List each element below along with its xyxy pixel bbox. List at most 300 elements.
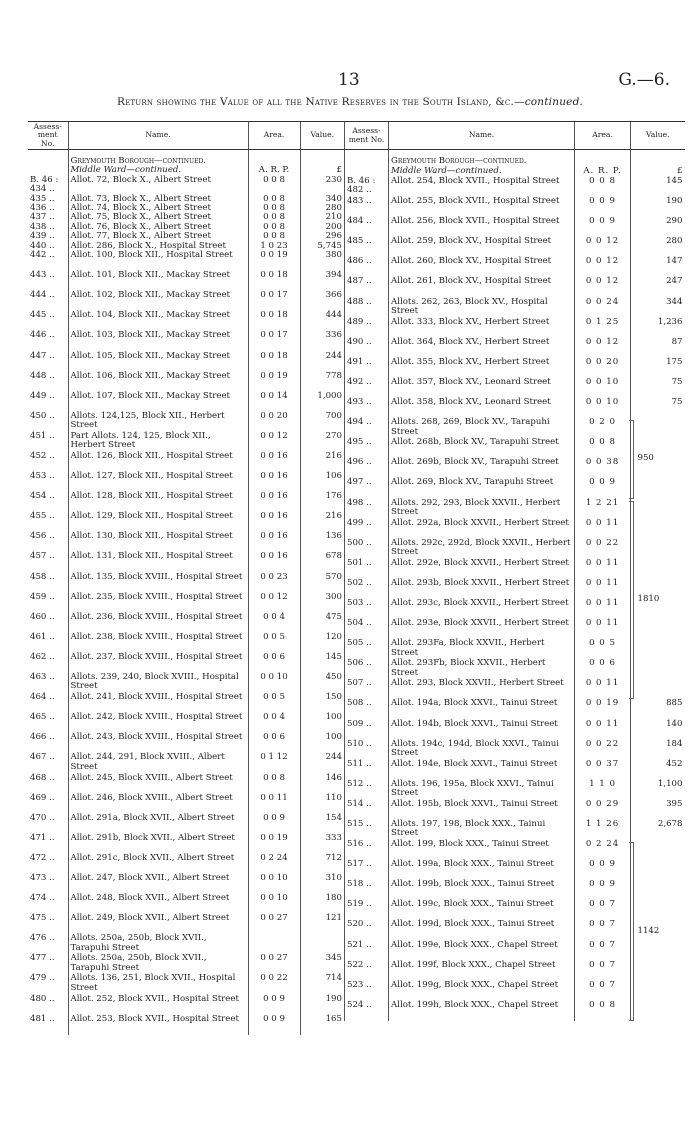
assessment-no: 485 .. — [345, 237, 389, 257]
area: 0 0 37 — [575, 760, 631, 780]
assessment-no: 509 .. — [345, 720, 389, 740]
table-row — [28, 176, 344, 195]
assessment-no: 484 .. — [345, 217, 389, 237]
table-row — [345, 961, 685, 981]
area: 0 0 8 — [248, 204, 300, 213]
table-row — [345, 237, 685, 257]
assessment-no: 507 .. — [345, 679, 389, 699]
area: 0 0 27 — [248, 914, 300, 934]
reserve-name: Allot. 107, Block XII., Mackay Street — [68, 392, 248, 412]
reserve-name: Allots. 250a, 250b, Block XVII., Tarapuhi Street — [68, 954, 248, 974]
table-row — [28, 492, 344, 512]
area: 1 2 21 — [575, 499, 631, 519]
reserve-name: Allot. 72, Block X., Albert Street — [68, 176, 248, 195]
table-row — [28, 774, 344, 794]
assessment-no: 486 .. — [345, 257, 389, 277]
assessment-no: 446 .. — [30, 330, 55, 341]
table-row — [28, 874, 344, 894]
reserve-name: Allot. 199a, Block XXX., Tainui Street — [389, 860, 575, 880]
area — [248, 934, 300, 954]
reserve-name: Allot. 131, Block XII., Hospital Street — [68, 552, 248, 572]
reserve-name: Allot. 243, Block XVIII., Hospital Street — [68, 733, 248, 753]
assessment-no: 473 .. — [30, 872, 55, 883]
table-row — [345, 418, 685, 438]
reserve-name: Allot. 245, Block XVIII., Albert Street — [68, 774, 248, 794]
value: 87 — [631, 338, 685, 358]
reserve-name: Allot. 253, Block XVII., Hospital Street — [68, 1015, 248, 1035]
reserve-name: Allot. 286, Block X., Hospital Street — [68, 242, 248, 251]
area: 0 0 10 — [248, 874, 300, 894]
table-row — [28, 653, 344, 673]
reserve-name: Allot. 247, Block XVII., Albert Street — [68, 874, 248, 894]
area: 0 0 7 — [575, 920, 631, 940]
table-row — [28, 914, 344, 934]
value: 395 — [631, 800, 685, 820]
table-row — [345, 358, 685, 378]
value: 100 — [300, 713, 344, 733]
reserve-name: Allot. 235, Block XVIII., Hospital Street — [68, 593, 248, 613]
reserve-name: Allot. 130, Block XII., Hospital Street — [68, 532, 248, 552]
area: 0 0 11 — [248, 794, 300, 814]
area: 0 0 8 — [248, 213, 300, 222]
area: 0 0 20 — [248, 412, 300, 432]
reserve-name: Allot. 259, Block XV., Hospital Street — [389, 237, 575, 257]
area: 0 0 16 — [248, 492, 300, 512]
area: 1 1 0 — [575, 780, 631, 800]
reserve-name: Allot. 291b, Block XVII., Albert Street — [68, 834, 248, 854]
value: 280 — [300, 204, 344, 213]
area: 0 0 8 — [248, 223, 300, 232]
area: 0 0 19 — [248, 372, 300, 392]
area: 0 0 5 — [575, 639, 631, 659]
reserve-name: Allots. 194c, 194d, Block XXVI., Tainui Street — [389, 740, 575, 760]
assessment-no: 511 .. — [345, 760, 389, 780]
table-row — [345, 860, 685, 880]
table-row — [345, 559, 685, 579]
area: 0 0 11 — [575, 579, 631, 599]
reserve-name: Allot. 77, Block X., Albert Street — [68, 232, 248, 241]
value: 380 — [300, 251, 344, 271]
table-row — [345, 338, 685, 358]
assessment-no: B. 46 : 482 .. — [345, 177, 389, 197]
col-header-value: Value. — [300, 122, 344, 150]
assessment-no: 501 .. — [345, 559, 389, 579]
reserve-name: Allot. 333, Block XV., Herbert Street — [389, 318, 575, 338]
area: 0 2 0 — [575, 418, 631, 438]
reserve-name: Allot. 293, Block XXVII., Herbert Street — [389, 679, 575, 699]
value: 1,100 — [631, 780, 685, 800]
value: 300 — [300, 593, 344, 613]
value: 121 — [300, 914, 344, 934]
area: 0 2 24 — [248, 854, 300, 874]
area: 0 0 6 — [575, 659, 631, 679]
reserve-name: Allot. 255, Block XVII., Hospital Street — [389, 197, 575, 217]
area: 0 0 9 — [248, 814, 300, 834]
assessment-no: 493 .. — [345, 398, 389, 418]
area: 0 0 19 — [248, 251, 300, 271]
table-row — [28, 432, 344, 452]
table-row — [345, 639, 685, 659]
reserve-name: Allots. 268, 269, Block XV., Tarapuhi Street — [389, 418, 575, 438]
reserve-name: Allot. 105, Block XII., Mackay Street — [68, 352, 248, 372]
area: 0 0 12 — [575, 338, 631, 358]
table-row — [28, 593, 344, 613]
area: 1 1 26 — [575, 820, 631, 840]
area: 0 0 12 — [575, 237, 631, 257]
table-row — [345, 217, 685, 237]
assessment-no: 437 .. — [30, 212, 55, 223]
reserve-name: Allot. 244, 291, Block XVIII., Albert Street — [68, 753, 248, 773]
assessment-no: 442 .. — [30, 250, 55, 261]
value: 75 — [631, 378, 685, 398]
assessment-no: 467 .. — [30, 752, 55, 763]
area: 0 0 8 — [575, 1001, 631, 1021]
table-row — [28, 733, 344, 753]
value: 366 — [300, 291, 344, 311]
assessment-no: 498 .. — [345, 499, 389, 519]
table-row — [28, 1015, 344, 1035]
reserve-name: Allot. 364, Block XV., Herbert Street — [389, 338, 575, 358]
value: 450 — [300, 673, 344, 693]
reserve-name: Allot. 291a, Block XVII., Albert Street — [68, 814, 248, 834]
assessment-no: 471 .. — [30, 832, 55, 843]
reserve-name: Allot. 293Fa, Block XXVII., Herbert Street — [389, 639, 575, 659]
assessment-no: 461 .. — [30, 631, 55, 642]
value: 140 — [631, 720, 685, 740]
table-row — [345, 458, 685, 478]
title-main: Return showing the Value of all the Native Reserves in the South Island, &c.— — [116, 96, 525, 108]
table-row — [28, 552, 344, 572]
table-row — [345, 820, 685, 840]
reserve-name: Allot. 236, Block XVIII., Hospital Street — [68, 613, 248, 633]
table-row — [28, 472, 344, 492]
value: 106 — [300, 472, 344, 492]
value — [631, 539, 685, 559]
value: 180 — [300, 894, 344, 914]
reserve-name: Allot. 242, Block XVIII., Hospital Street — [68, 713, 248, 733]
assessment-no: 502 .. — [345, 579, 389, 599]
reserve-name: Allots. 239, 240, Block XVIII., Hospital Street — [68, 673, 248, 693]
reserve-name: Allot. 291c, Block XVII., Albert Street — [68, 854, 248, 874]
assessment-no: 466 .. — [30, 732, 55, 743]
title-continued: continued. — [524, 96, 584, 108]
assessment-no: 512 .. — [345, 780, 389, 800]
table-row — [345, 659, 685, 679]
table-row — [28, 673, 344, 693]
reserve-name: Allot. 74, Block X., Albert Street — [68, 204, 248, 213]
area: 0 0 9 — [575, 197, 631, 217]
area: 0 0 12 — [248, 593, 300, 613]
value: 210 — [300, 213, 344, 222]
value: 296 — [300, 232, 344, 241]
reserve-name: Allot. 199g, Block XXX., Chapel Street — [389, 981, 575, 1001]
value — [631, 679, 685, 699]
reserve-name: Allots. 196, 195a, Block XXVI., Tainui Street — [389, 780, 575, 800]
table-row — [28, 331, 344, 351]
area: 0 0 17 — [248, 291, 300, 311]
area: 0 0 5 — [248, 633, 300, 653]
area: 0 0 16 — [248, 472, 300, 492]
table-row — [28, 633, 344, 653]
value: 147 — [631, 257, 685, 277]
table-row — [345, 519, 685, 539]
assessment-no: 505 .. — [345, 639, 389, 659]
table-row — [345, 398, 685, 418]
reserve-name: Allot. 357, Block XV., Leonard Street — [389, 378, 575, 398]
reserve-name: Allot. 199f, Block XXX., Chapel Street — [389, 961, 575, 981]
assessment-no: 448 .. — [30, 370, 55, 381]
value: 700 — [300, 412, 344, 432]
assessment-no: 524 .. — [345, 1001, 389, 1021]
reserve-name: Allot. 100, Block XII., Hospital Street — [68, 251, 248, 271]
area: 0 0 18 — [248, 271, 300, 291]
reserve-name: Allot. 101, Block XII., Mackay Street — [68, 271, 248, 291]
assessment-no: 453 .. — [30, 471, 55, 482]
value: 154 — [300, 814, 344, 834]
reserve-name: Allot. 292a, Block XXVII., Herbert Street — [389, 519, 575, 539]
section-ward-right: Middle Ward—continued. — [389, 167, 575, 177]
reserve-name: Allot. 194b, Block XXVI., Tainui Street — [389, 720, 575, 740]
assessment-no: 469 .. — [30, 792, 55, 803]
reserve-name: Allot. 241, Block XVIII., Hospital Street — [68, 693, 248, 713]
assessment-no: 499 .. — [345, 519, 389, 539]
area: 0 0 12 — [248, 432, 300, 452]
reserve-name: Allot. 199d, Block XXX., Tainui Street — [389, 920, 575, 940]
value — [631, 639, 685, 659]
table-row — [28, 894, 344, 914]
reserve-name: Allot. 194a, Block XXVI., Tainui Street — [389, 699, 575, 719]
value: 230 — [300, 176, 344, 195]
value: 280 — [631, 237, 685, 257]
assessment-no: 459 .. — [30, 591, 55, 602]
value: 712 — [300, 854, 344, 874]
value: 184 — [631, 740, 685, 760]
tarapuhi-group-value: 950 — [637, 453, 654, 464]
table-row — [345, 257, 685, 277]
table-row — [345, 720, 685, 740]
table-row — [345, 619, 685, 639]
value: 190 — [631, 197, 685, 217]
assessment-no: 488 .. — [345, 298, 389, 318]
reserve-name: Allot. 199h, Block XXX., Chapel Street — [389, 1001, 575, 1021]
table-row — [345, 298, 685, 318]
value — [631, 659, 685, 679]
table-row — [28, 251, 344, 271]
area: 0 0 7 — [575, 900, 631, 920]
value: 110 — [300, 794, 344, 814]
area: 0 0 8 — [248, 774, 300, 794]
area: 0 0 5 — [248, 693, 300, 713]
tainui-group-bracket — [629, 842, 634, 1021]
area: 0 0 11 — [575, 720, 631, 740]
table-row — [345, 197, 685, 217]
assessment-no: 489 .. — [345, 318, 389, 338]
table-row — [28, 995, 344, 1015]
assessment-no: 468 .. — [30, 772, 55, 783]
reserve-name: Allot. 249, Block XVII., Albert Street — [68, 914, 248, 934]
value: 394 — [300, 271, 344, 291]
value: 310 — [300, 874, 344, 894]
value — [631, 478, 685, 498]
table-row — [345, 378, 685, 398]
reserve-name: Allot. 76, Block X., Albert Street — [68, 223, 248, 232]
value: 176 — [300, 492, 344, 512]
value — [631, 1001, 685, 1021]
assessment-no: 479 .. — [30, 973, 55, 984]
reserve-name: Allot. 127, Block XII., Hospital Street — [68, 472, 248, 492]
table-row — [345, 599, 685, 619]
assessment-no: 464 .. — [30, 692, 55, 703]
value — [631, 840, 685, 860]
value: 200 — [300, 223, 344, 232]
assessment-no: 455 .. — [30, 511, 55, 522]
value: 344 — [631, 298, 685, 318]
area: 0 0 27 — [248, 954, 300, 974]
table-row — [28, 954, 344, 974]
area: 0 0 16 — [248, 452, 300, 472]
section-borough-right: Greymouth Borough—continued. — [389, 150, 575, 168]
table-row — [345, 539, 685, 559]
table-row — [345, 740, 685, 760]
reserve-name: Allot. 268b, Block XV., Tarapuhi Street — [389, 438, 575, 458]
area: 0 0 10 — [575, 378, 631, 398]
area: 0 0 24 — [575, 298, 631, 318]
reserve-name: Allot. 293e, Block XXVII., Herbert Street — [389, 619, 575, 639]
assessment-no: 451 .. — [30, 430, 55, 441]
value: 5,745 — [300, 242, 344, 251]
area: 0 0 11 — [575, 619, 631, 639]
area: 1 0 23 — [248, 242, 300, 251]
value — [631, 559, 685, 579]
value — [631, 900, 685, 920]
value: 336 — [300, 331, 344, 351]
page-reference: G.—6. — [618, 70, 670, 90]
reserve-name: Allot. 254, Block XVII., Hospital Street — [389, 177, 575, 197]
assessment-no: 439 .. — [30, 231, 55, 242]
table-row — [345, 499, 685, 519]
area: 0 2 24 — [575, 840, 631, 860]
reserve-name: Allot. 293c, Block XXVII., Herbert Street — [389, 599, 575, 619]
assessment-no: 460 .. — [30, 611, 55, 622]
area: 0 0 6 — [248, 733, 300, 753]
assessment-no: 456 .. — [30, 531, 55, 542]
area: 0 0 7 — [575, 981, 631, 1001]
table-row — [345, 880, 685, 900]
table-row — [28, 452, 344, 472]
area: 0 0 4 — [248, 713, 300, 733]
area: 0 0 16 — [248, 532, 300, 552]
area: 0 0 9 — [248, 1015, 300, 1035]
reserve-name: Allots. 292, 293, Block XXVII., Herbert Street — [389, 499, 575, 519]
table-row — [345, 318, 685, 338]
table-row — [28, 753, 344, 773]
assessment-no: 450 .. — [30, 410, 55, 421]
reserve-name: Allots. 124,125, Block XII., Herbert Street — [68, 412, 248, 432]
area: 0 0 18 — [248, 311, 300, 331]
assessment-no: 476 .. — [30, 933, 55, 944]
table-row — [345, 780, 685, 800]
value: 345 — [300, 954, 344, 974]
table-row — [28, 974, 344, 994]
table-row — [345, 920, 685, 940]
value: 165 — [300, 1015, 344, 1035]
value — [631, 519, 685, 539]
assessment-no: 452 .. — [30, 451, 55, 461]
reserve-name: Allot. 126, Block XII., Hospital Street — [68, 452, 248, 472]
area: 0 0 10 — [248, 894, 300, 914]
area: 0 0 19 — [248, 834, 300, 854]
assessment-no: 447 .. — [30, 350, 55, 361]
area: 0 0 23 — [248, 573, 300, 593]
reserve-name: Allots. 197, 198, Block XXX., Tainui Street — [389, 820, 575, 840]
reserve-name: Allot. 269, Block XV., Tarapuhi Street — [389, 478, 575, 498]
reserve-name: Allot. 199e, Block XXX., Chapel Street — [389, 941, 575, 961]
assessment-no: 510 .. — [345, 740, 389, 760]
value: 452 — [631, 760, 685, 780]
table-row — [345, 177, 685, 197]
table-row — [28, 613, 344, 633]
area: 0 0 10 — [248, 673, 300, 693]
left-table-half — [28, 121, 344, 1035]
reserve-name: Allot. 252, Block XVII., Hospital Street — [68, 995, 248, 1015]
table-row — [28, 291, 344, 311]
assessment-no: 443 .. — [30, 270, 55, 281]
table-row — [28, 834, 344, 854]
assessment-no: 457 .. — [30, 551, 55, 562]
table-row — [345, 840, 685, 860]
assessment-no: 444 .. — [30, 290, 55, 301]
value — [631, 499, 685, 519]
area: 0 0 8 — [575, 438, 631, 458]
area: 0 0 7 — [575, 941, 631, 961]
table-title — [0, 96, 700, 108]
col-header-name-right: Name. — [389, 122, 575, 150]
value: 290 — [631, 217, 685, 237]
reserve-name: Allot. 106, Block XII., Mackay Street — [68, 372, 248, 392]
value-units-right: £ — [631, 167, 685, 177]
reserve-name: Allot. 195b, Block XXVI., Tainui Street — [389, 800, 575, 820]
reserve-name: Allot. 129, Block XII., Hospital Street — [68, 512, 248, 532]
area: 0 0 9 — [248, 995, 300, 1015]
assessment-no: 449 .. — [30, 390, 55, 401]
value: 244 — [300, 352, 344, 372]
assessment-no: 490 .. — [345, 338, 389, 358]
area: 0 0 8 — [248, 176, 300, 195]
table-row — [28, 412, 344, 432]
assessment-no: 496 .. — [345, 458, 389, 478]
reserve-name: Allots. 262, 263, Block XV., Hospital Street — [389, 298, 575, 318]
assessment-no: 506 .. — [345, 659, 389, 679]
assessment-no: 463 .. — [30, 672, 55, 683]
assessment-no: 492 .. — [345, 378, 389, 398]
assessment-no: 436 .. — [30, 203, 55, 214]
value: 145 — [631, 177, 685, 197]
assessment-no: 491 .. — [345, 358, 389, 378]
area: 0 0 8 — [248, 195, 300, 204]
area: 0 0 16 — [248, 552, 300, 572]
assessment-no: 477 .. — [30, 953, 55, 964]
assessment-no: 519 .. — [345, 900, 389, 920]
table-row — [345, 1001, 685, 1021]
value — [631, 941, 685, 961]
assessment-no: 497 .. — [345, 478, 389, 498]
col-header-assessment-right: Assess-ment No. — [345, 122, 389, 150]
value: 885 — [631, 699, 685, 719]
reserve-name: Allot. 73, Block X., Albert Street — [68, 195, 248, 204]
reserve-name: Allot. 103, Block XII., Mackay Street — [68, 331, 248, 351]
reserve-name: Allot. 269b, Block XV., Tarapuhi Street — [389, 458, 575, 478]
assessment-no: 483 .. — [345, 197, 389, 217]
